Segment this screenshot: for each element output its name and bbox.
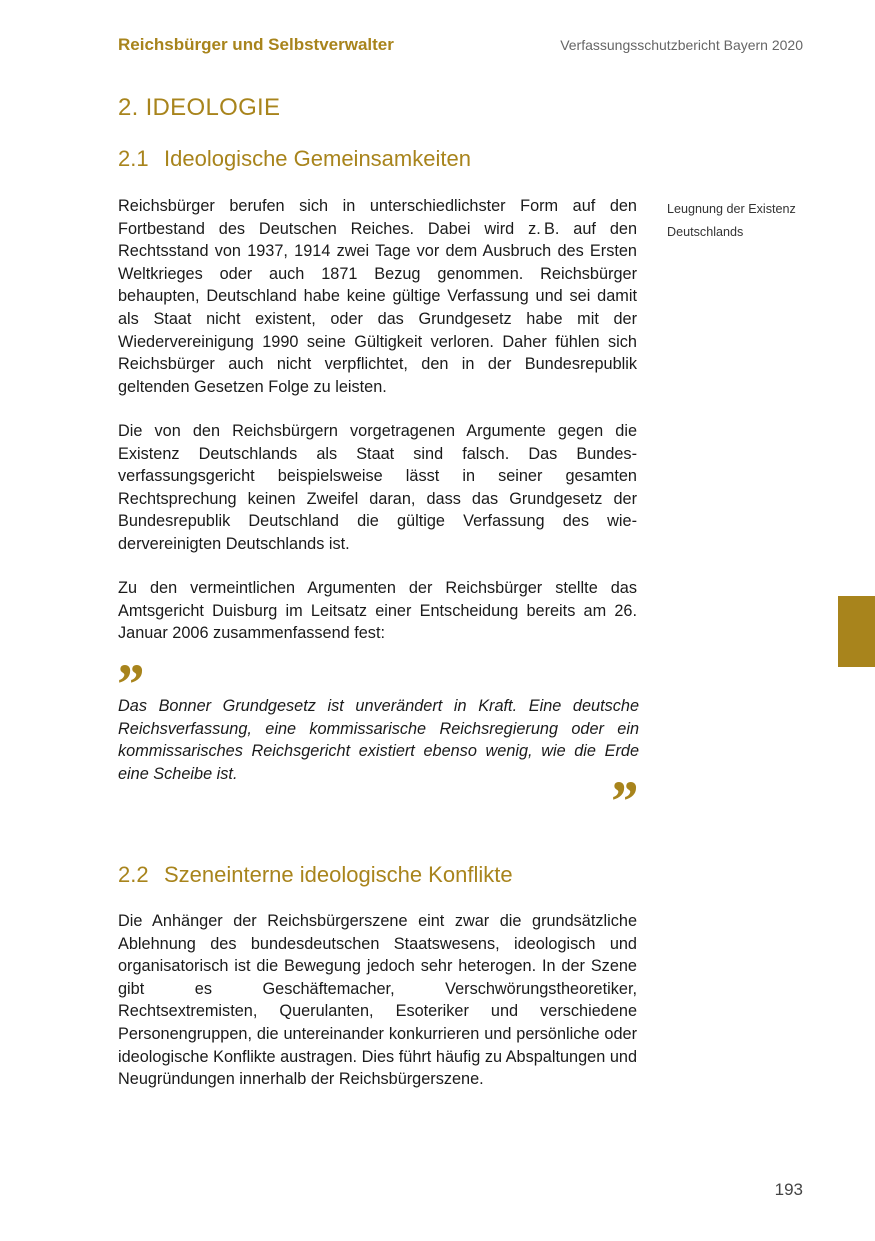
paragraph-body: Die Anhänger der Reichsbürgerszene eint zwar die grundsätzliche Ablehnung des bundesdeutschen Staatswesens, ideologisch und organisatorisch ist die Bewegung jedoch sehr heterogen. In der Szene gibt es Geschäftemacher, Verschwörungstheoretiker, Rechtsextremisten, Querulanten, Esoteriker und verschiedene Personengruppen, die untereinander konkurrieren und persönliche oder ideologische Konflikte austragen. Dies führt häufig zu Abspaltungen und Neugründungen innerhalb der Reichsbürgerszene. xyxy=(118,912,637,1089)
paragraph-body: Zu den vermeintlichen Argumenten der Reichsbürger stellte das Amtsgericht Duisburg im Leitsatz einer Entscheidung bereits am 26. Januar 2006 zusammenfassend fest: xyxy=(118,579,637,643)
subsection-number: 2.2 xyxy=(118,862,149,887)
subsection-number: 2.1 xyxy=(118,146,149,171)
blockquote-text: Das Bonner Grundgesetz ist unverändert in Kraft. Eine deutsche Reichsverfassung, eine kommissarische Reichsregierung oder ein kommissarisches Reichsgericht existiert ebenso wenig, wie die Erde eine Scheibe ist. xyxy=(118,697,639,783)
subsection-title: Ideologische Gemeinsamkeiten xyxy=(164,146,471,171)
running-header-chapter: Reichsbürger und Selbstverwalter xyxy=(118,35,394,54)
paragraph-body: Reichsbürger berufen sich in unterschiedlichster Form auf den Fortbestand des Deutschen Reiches. Dabei wird z. B. auf den Rechtsstand von 1937, 1914 zwei Tage vor dem Ausbruch des Ersten Weltkrieges oder auch 1871 Bezug genommen. Reichsbürger behaupten, Deutschland habe keine gültige Verfassung und sei damit als Staat nicht existent, oder das Grundgesetz habe mit der Wiedervereinigung 1990 seine Gültigkeit verloren. Daher fühlen sich Reichsbürger auch nicht verpflichtet, den in der Bundesrepublik geltenden Gesetzen Folge zu leisten. xyxy=(118,197,637,396)
subsection-heading-2-2 xyxy=(118,862,513,888)
running-header-report: Verfassungsschutzbericht Bayern 2020 xyxy=(560,37,803,53)
subsection-title: Szeneinterne ideologische Konflikte xyxy=(164,862,513,887)
chapter-tab-marker xyxy=(838,596,875,667)
page-number: 193 xyxy=(774,1180,803,1199)
margin-note: Leugnung der Existenz Deutschlands xyxy=(667,202,796,239)
subsection-heading-2-1 xyxy=(118,146,471,172)
quote-close-mark-icon: ” xyxy=(608,769,637,834)
paragraph-body: Die von den Reichsbürgern vorgetragenen Argumente gegen die Existenz Deutschlands als Staat sind falsch. Das Bundesverfassungsgericht beispielsweise lässt in seiner gesamten Rechtsprechung keinen Zweifel daran, dass das Grundgesetz der Bundesrepublik Deutschland die gültige Verfassung des wiedervereinigten Deutschlands ist. xyxy=(118,422,637,553)
section-heading: 2. IDEOLOGIE xyxy=(118,94,281,121)
quote-open-mark-icon: ” xyxy=(114,652,143,717)
